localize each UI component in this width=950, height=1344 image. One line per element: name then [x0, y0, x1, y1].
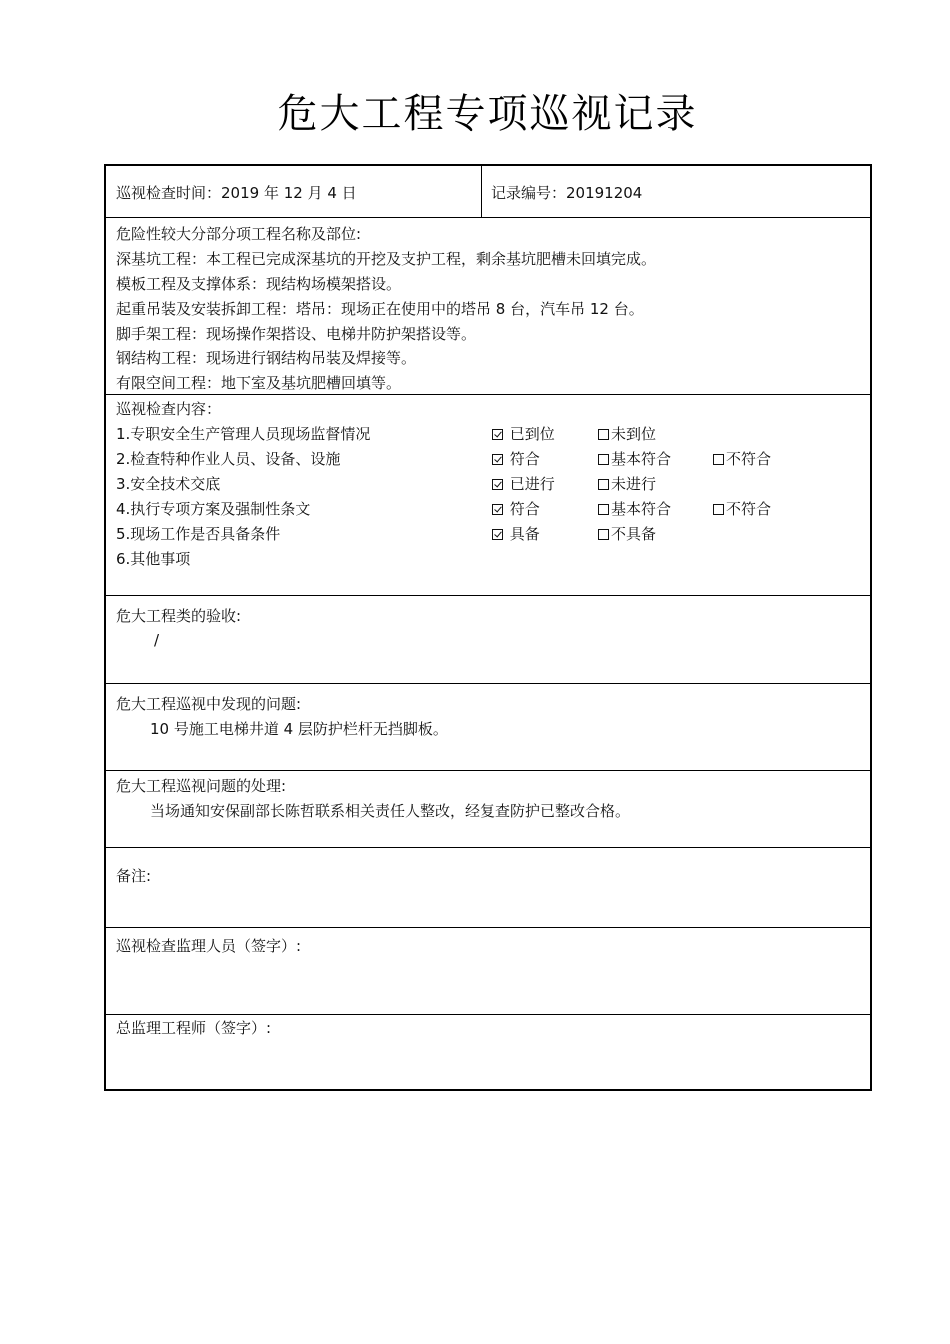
projects-section: [106, 218, 870, 395]
projects-heading: 危险性较大分部分项工程名称及部位:: [116, 225, 362, 243]
inspection-item-label: 4.执行专项方案及强制性条文: [116, 500, 311, 518]
option-unchecked[interactable]: [598, 422, 656, 447]
chief-signature-label: 总监理工程师（签字）:: [116, 1019, 272, 1037]
unchecked-box-icon: [598, 529, 609, 540]
handling-heading: 危大工程巡视问题的处理:: [116, 777, 287, 795]
acceptance-content: /: [154, 631, 160, 649]
project-line: 脚手架工程：现场操作架搭设、电梯井防护架搭设等。: [116, 325, 477, 343]
checked-box-icon: [492, 429, 503, 440]
option-checked[interactable]: [492, 422, 555, 447]
checked-box-icon: [492, 504, 503, 515]
remarks-heading: 备注:: [116, 867, 152, 885]
option-label: 已进行: [509, 475, 555, 493]
remarks-section: [106, 848, 870, 928]
unchecked-box-icon: [713, 504, 724, 515]
problems-section: [106, 684, 870, 771]
inspection-item-label: 1.专职安全生产管理人员现场监督情况: [116, 425, 371, 443]
inspection-section: [106, 395, 870, 596]
option-checked[interactable]: [492, 522, 540, 547]
project-line: 有限空间工程：地下室及基坑肥槽回填等。: [116, 374, 402, 392]
option-unchecked[interactable]: [598, 472, 656, 497]
option-label: 未到位: [611, 425, 657, 443]
inspection-item-label: 6.其他事项: [116, 550, 191, 568]
option-label: 基本符合: [611, 450, 672, 468]
option-unchecked[interactable]: [713, 447, 771, 472]
checked-box-icon: [492, 479, 503, 490]
option-label: 已到位: [509, 425, 555, 443]
option-label: 符合: [509, 500, 540, 518]
unchecked-box-icon: [713, 454, 724, 465]
unchecked-box-icon: [598, 504, 609, 515]
option-label: 不符合: [726, 450, 772, 468]
column-divider: [481, 166, 482, 217]
record-number: 记录编号：20191204: [491, 184, 643, 202]
record-table: [104, 164, 872, 1091]
option-label: 具备: [509, 525, 540, 543]
unchecked-box-icon: [598, 429, 609, 440]
option-unchecked[interactable]: [713, 497, 771, 522]
supervisor-signature-section: [106, 928, 870, 1015]
inspection-item-label: 2.检查特种作业人员、设备、设施: [116, 450, 341, 468]
inspection-heading: 巡视检查内容：: [116, 400, 222, 418]
header-row: [106, 166, 870, 218]
problems-content: 10 号施工电梯井道 4 层防护栏杆无挡脚板。: [150, 720, 448, 738]
option-label: 符合: [509, 450, 540, 468]
document-title: 危大工程专项巡视记录: [277, 91, 698, 137]
option-label: 不符合: [726, 500, 772, 518]
project-line: 起重吊装及安装拆卸工程：塔吊：现场正在使用中的塔吊 8 台，汽车吊 12 台。: [116, 300, 644, 318]
option-label: 基本符合: [611, 500, 672, 518]
unchecked-box-icon: [598, 479, 609, 490]
option-label: 不具备: [611, 525, 657, 543]
project-line: 深基坑工程：本工程已完成深基坑的开挖及支护工程，剩余基坑肥槽未回填完成。: [116, 250, 657, 268]
option-checked[interactable]: [492, 497, 540, 522]
option-checked[interactable]: [492, 472, 555, 497]
project-line: 模板工程及支撑体系：现结构场模架搭设。: [116, 275, 402, 293]
inspection-time: 巡视检查时间：2019 年 12 月 4 日: [116, 184, 357, 202]
option-unchecked[interactable]: [598, 497, 671, 522]
checked-box-icon: [492, 454, 503, 465]
supervisor-signature-label: 巡视检查监理人员（签字）:: [116, 937, 302, 955]
acceptance-heading: 危大工程类的验收:: [116, 607, 242, 625]
acceptance-section: [106, 596, 870, 684]
checked-box-icon: [492, 529, 503, 540]
chief-signature-section: [106, 1015, 870, 1091]
inspection-item-label: 5.现场工作是否具备条件: [116, 525, 281, 543]
option-checked[interactable]: [492, 447, 540, 472]
option-unchecked[interactable]: [598, 447, 671, 472]
option-label: 未进行: [611, 475, 657, 493]
handling-section: [106, 771, 870, 848]
handling-content: 当场通知安保副部长陈哲联系相关责任人整改，经复查防护已整改合格。: [150, 802, 631, 820]
inspection-item-label: 3.安全技术交底: [116, 475, 221, 493]
project-line: 钢结构工程：现场进行钢结构吊装及焊接等。: [116, 349, 417, 367]
unchecked-box-icon: [598, 454, 609, 465]
problems-heading: 危大工程巡视中发现的问题:: [116, 695, 302, 713]
option-unchecked[interactable]: [598, 522, 656, 547]
